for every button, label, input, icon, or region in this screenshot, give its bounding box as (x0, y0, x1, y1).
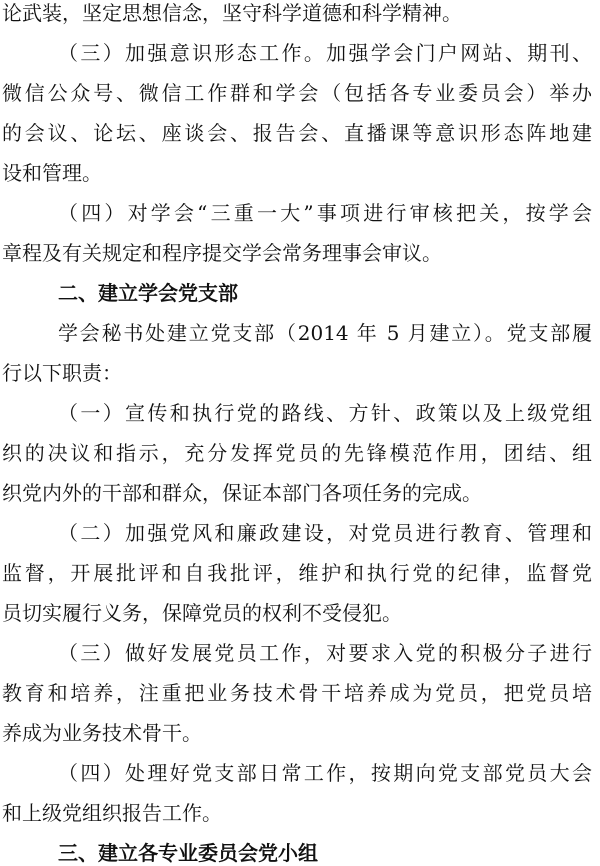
text-line: 织党内外的干部和群众，保证本部门各项任务的完成。 (2, 481, 482, 505)
section-heading: 三、建立各专业委员会党小组 (58, 841, 318, 865)
text-line: （三）做好发展党员工作，对要求入党的积极分子进行 (58, 641, 592, 665)
text-line: 论武装，坚定思想信念，坚守科学道德和科学精神。 (2, 1, 462, 25)
text-line: （三）加强意识形态工作。加强学会门户网站、期刊、 (58, 41, 592, 65)
text-line: （四）处理好党支部日常工作，按期向党支部党员大会 (58, 761, 592, 785)
text-line: 章程及有关规定和程序提交学会常务理事会审议。 (2, 241, 442, 265)
text-line: 学会秘书处建立党支部（2014 年 5 月建立）。党支部履 (58, 321, 592, 345)
text-line: 和上级党组织报告工作。 (2, 801, 222, 825)
text-line: 教育和培养，注重把业务技术骨干培养成为党员，把党员培 (2, 681, 592, 705)
text-line: 织的决议和指示，充分发挥党员的先锋模范作用，团结、组 (2, 441, 592, 465)
text-line: （一）宣传和执行党的路线、方针、政策以及上级党组 (58, 401, 592, 425)
text-line: 设和管理。 (2, 161, 102, 185)
text-line: （四）对学会“三重一大”事项进行审核把关，按学会 (58, 201, 592, 225)
text-line: 养成为业务技术骨干。 (2, 721, 202, 745)
text-line: （二）加强党风和廉政建设，对党员进行教育、管理和 (58, 521, 592, 545)
text-line: 员切实履行义务，保障党员的权利不受侵犯。 (2, 601, 402, 625)
text-line: 监督，开展批评和自我批评，维护和执行党的纪律，监督党 (2, 561, 592, 585)
text-line: 的会议、论坛、座谈会、报告会、直播课等意识形态阵地建 (2, 121, 592, 145)
section-heading: 二、建立学会党支部 (58, 281, 238, 305)
text-line: 微信公众号、微信工作群和学会（包括各专业委员会）举办 (2, 81, 592, 105)
text-line: 行以下职责： (2, 361, 122, 385)
